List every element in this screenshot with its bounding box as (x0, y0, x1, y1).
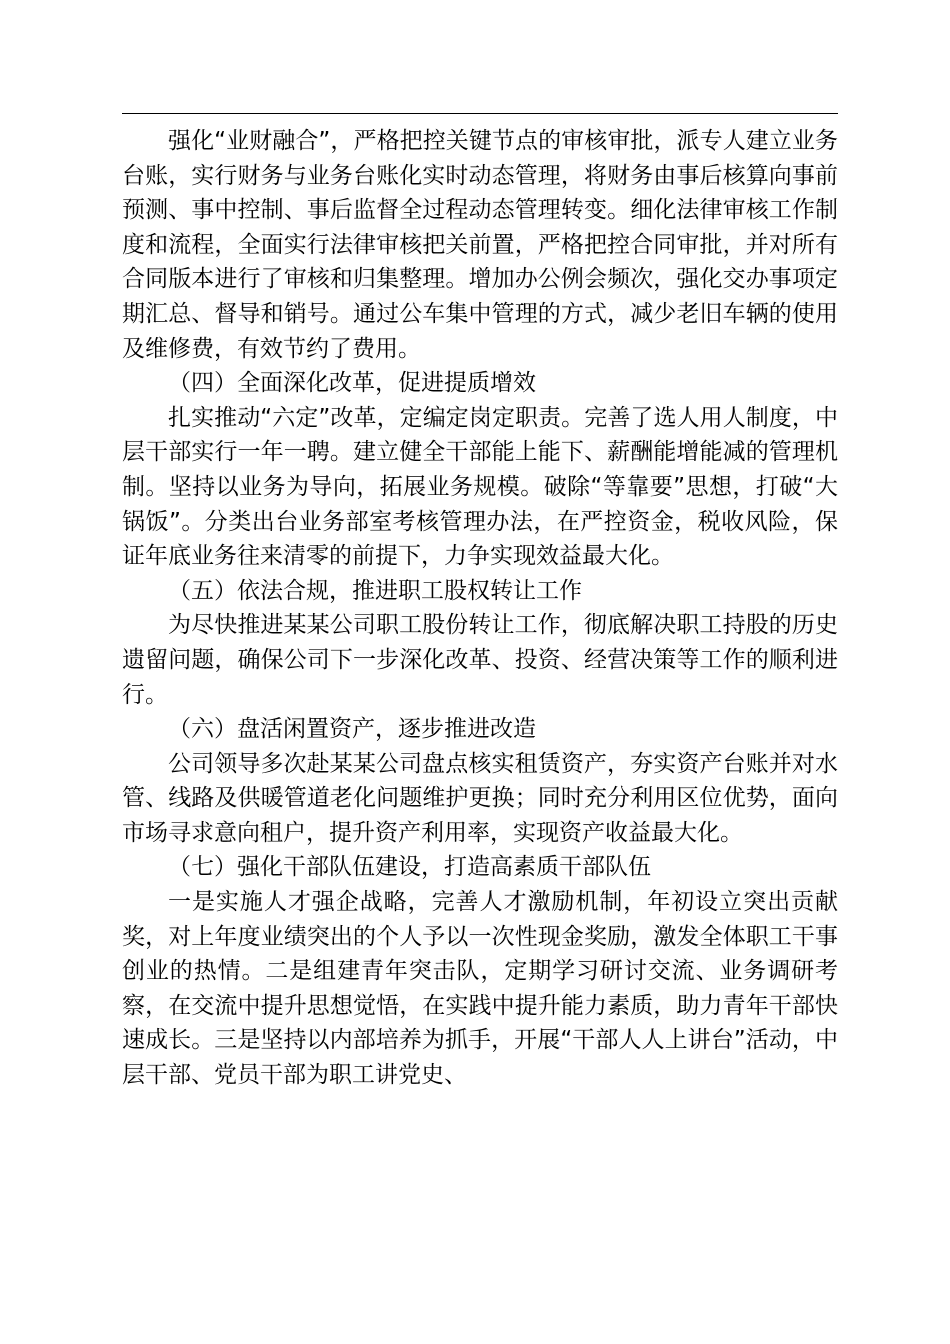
section-heading-5: （五）依法合规，推进职工股权转让工作 (168, 577, 582, 604)
section-heading-7: （七）强化干部队伍建设，打造高素质干部队伍 (168, 854, 651, 881)
paragraph-equity-transfer: 为尽快推进某某公司职工股份转让工作，彻底解决职工持股的历史遗留问题，确保公司下一步深化改革、投资、经营决策等工作的顺利进行。 (122, 612, 838, 708)
header-rule (122, 113, 838, 114)
document-body (122, 124, 838, 1093)
section-heading-4: （四）全面深化改革，促进提质增效 (168, 370, 536, 397)
paragraph-cadre-building: 一是实施人才强企战略，完善人才激励机制，年初设立突出贡献奖，对上年度业绩突出的个人予以一次性现金奖励，激发全体职工干事创业的热情。二是组建青年突击队，定期学习研讨交流、业务调研考察，在交流中提升思想觉悟，在实践中提升能力素质，助力青年干部快速成长。三是坚持以内部培养为抓手，开展“干部人人上讲台”活动，中层干部、党员干部为职工讲党史、 (122, 889, 838, 1089)
paragraph-idle-assets: 公司领导多次赴某某公司盘点核实租赁资产，夯实资产台账并对水管、线路及供暖管道老化问题维护更换；同时充分利用区位优势，面向市场寻求意向租户，提升资产利用率，实现资产收益最大化。 (122, 750, 838, 846)
paragraph-reform: 扎实推动“六定”改革，定编定岗定职责。完善了选人用人制度，中层干部实行一年一聘。建立健全干部能上能下、薪酬能增能减的管理机制。坚持以业务为导向，拓展业务规模。破除“等靠要”思想，打破“大锅饭”。分类出台业务部室考核管理办法，在严控资金，税收风险，保证年底业务往来清零的前提下，力争实现效益最大化。 (122, 404, 838, 570)
section-heading-6: （六）盘活闲置资产，逐步推进改造 (168, 716, 536, 743)
paragraph-business-finance: 强化“业财融合”，严格把控关键节点的审核审批，派专人建立业务台账，实行财务与业务台账化实时动态管理，将财务由事后核算向事前预测、事中控制、事后监督全过程动态管理转变。细化法律审核工作制度和流程，全面实行法律审核把关前置，严格把控合同审批，并对所有合同版本进行了审核和归集整理。增加办公例会频次，强化交办事项定期汇总、督导和销号。通过公车集中管理的方式，减少老旧车辆的使用及维修费，有效节约了费用。 (122, 128, 838, 362)
